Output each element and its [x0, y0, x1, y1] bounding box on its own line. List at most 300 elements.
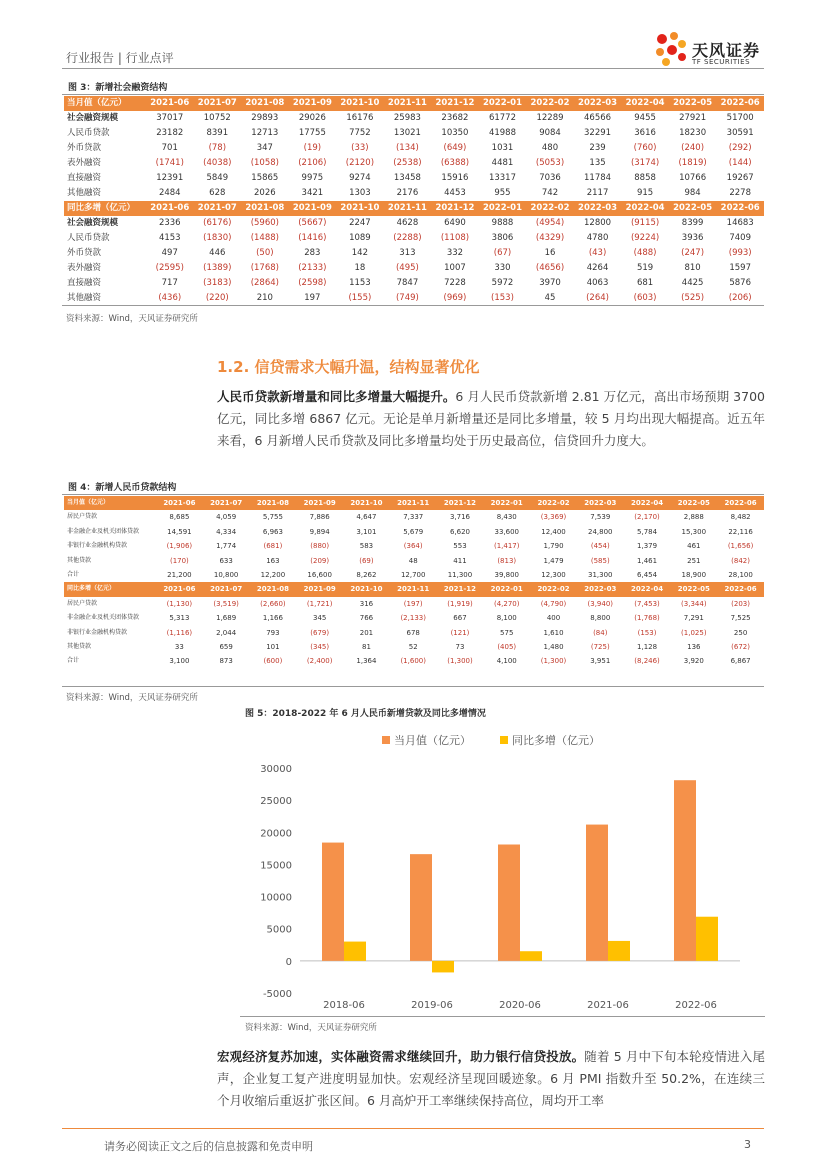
table-cell: (4,790)	[540, 599, 567, 608]
table-cell: (364)	[403, 542, 423, 551]
fig3-source: 资料来源：Wind，天风证券研究所	[66, 314, 198, 324]
table-cell: (2106)	[298, 158, 327, 168]
table-cell: 3,951	[590, 657, 611, 666]
fig4-source: 资料来源：Wind，天风证券研究所	[66, 693, 198, 703]
table-cell: (681)	[263, 542, 283, 551]
table-cell: 5,679	[403, 527, 424, 536]
table-cell: (134)	[395, 143, 419, 153]
fig5-caption: 图 5：2018-2022 年 6 月人民币新增贷款及同比多增情况	[245, 709, 486, 719]
table-cell: (1768)	[250, 263, 279, 273]
table-cell: (9115)	[630, 218, 660, 228]
table-cell: (1,656)	[727, 542, 754, 551]
table-cell: 15916	[441, 173, 469, 183]
y-tick-label: 20000	[260, 828, 292, 840]
table-cell: (220)	[205, 293, 229, 303]
table-cell: 4264	[586, 263, 609, 273]
table-header-month: 2021-11	[390, 496, 437, 510]
paragraph-1-lead: 人民币贷款新增量和同比多增量大幅提升。	[217, 389, 456, 404]
table-cell: 32291	[584, 128, 612, 138]
table-cell: (84)	[593, 628, 608, 637]
table-cell: 678	[406, 628, 420, 637]
table-row	[64, 111, 764, 126]
table-cell: (33)	[351, 143, 369, 153]
row-label: 合计	[67, 657, 80, 665]
table-cell: 446	[209, 248, 226, 258]
table-cell: 41988	[488, 128, 516, 138]
table-cell: 7,337	[403, 513, 424, 522]
table-cell: (2,133)	[400, 614, 426, 623]
table-cell: 7,539	[590, 513, 611, 522]
table-cell: 18	[354, 263, 366, 273]
table-row	[64, 141, 764, 156]
table-cell: 3,920	[683, 657, 704, 666]
y-tick-label: 5000	[266, 924, 292, 936]
table-cell: 681	[636, 278, 654, 288]
table-cell: 347	[256, 143, 273, 153]
table-cell: 73	[455, 643, 465, 652]
table-cell: 7,291	[683, 614, 704, 623]
table-cell: (4656)	[535, 263, 565, 273]
table-cell: 6490	[444, 218, 466, 228]
table-row	[64, 261, 764, 276]
y-tick-label: 15000	[260, 860, 292, 872]
x-tick-label: 2021-06	[587, 1000, 629, 1011]
table-cell: (264)	[586, 293, 609, 303]
table-cell: (3174)	[630, 158, 660, 168]
table-cell: (4329)	[535, 233, 565, 243]
footer-disclaimer: 请务必阅读正文之后的信息披露和免责申明	[104, 1140, 313, 1153]
table-header-month: 2021-06	[156, 496, 203, 510]
row-label: 人民币贷款	[67, 233, 110, 243]
table-header-month: 2022-02	[530, 496, 577, 510]
table-cell: 2336	[158, 218, 181, 228]
table-cell: 667	[453, 614, 467, 623]
table-cell: 8,262	[356, 571, 377, 580]
table-header-month: 2021-10	[336, 201, 384, 216]
table-header-row	[64, 496, 764, 510]
table-cell: 29026	[298, 113, 326, 123]
table-cell: 33	[174, 643, 184, 652]
table-cell: (488)	[633, 248, 657, 258]
table-header-month: 2022-02	[526, 96, 574, 111]
table-header-month: 2021-12	[431, 201, 479, 216]
row-label: 表外融资	[67, 158, 102, 168]
table-cell: 4780	[586, 233, 609, 243]
table-cell: 13021	[393, 128, 421, 138]
table-cell: (155)	[348, 293, 372, 303]
table-cell: 6,963	[262, 527, 283, 536]
table-header-month: 2022-01	[483, 496, 530, 510]
table-header-month: 2021-09	[289, 96, 337, 111]
section-title: 1.2. 信贷需求大幅升温，结构显著优化	[217, 358, 480, 376]
table-header-month: 2021-09	[289, 201, 337, 216]
table-cell: (3183)	[203, 278, 232, 288]
y-tick-label: 25000	[260, 796, 292, 808]
table-cell: (1,025)	[681, 628, 707, 637]
table-cell: 316	[359, 599, 374, 608]
table-header-month: 2021-12	[437, 582, 484, 596]
table-cell: 793	[266, 628, 280, 637]
table-header-label: 当月值（亿元）	[64, 96, 146, 111]
fig5-chart	[240, 718, 760, 1018]
table-cell: 7228	[444, 278, 466, 288]
table-cell: 283	[304, 248, 321, 258]
table-header-month: 2021-11	[384, 96, 432, 111]
table-cell: 3806	[491, 233, 514, 243]
table-cell: 18230	[679, 128, 707, 138]
table-cell: (247)	[681, 248, 705, 258]
y-tick-label: 30000	[260, 764, 292, 775]
table-cell: 5876	[729, 278, 751, 288]
table-cell: 2247	[349, 218, 371, 228]
table-cell: 1031	[491, 143, 514, 153]
table-header-month: 2021-11	[390, 582, 437, 596]
page-number: 3	[744, 1138, 751, 1151]
table-cell: 197	[304, 293, 321, 303]
table-cell: 7409	[729, 233, 751, 243]
row-label: 居民户贷款	[67, 513, 98, 521]
table-cell: 39,800	[494, 571, 519, 580]
fig5-source: 资料来源：Wind，天风证券研究所	[245, 1023, 377, 1033]
table-cell: (6176)	[203, 218, 232, 228]
table-header-month: 2022-01	[479, 96, 527, 111]
table-cell: 2484	[158, 188, 181, 198]
table-cell: (1389)	[203, 263, 232, 273]
x-tick-label: 2019-06	[411, 1000, 453, 1011]
table-cell: (600)	[263, 657, 283, 666]
fig3-table	[64, 96, 764, 306]
table-header-month: 2022-03	[574, 201, 622, 216]
table-cell: (240)	[681, 143, 705, 153]
row-label: 非银行业金融机构贷款	[67, 542, 128, 550]
table-cell: 14683	[726, 218, 754, 228]
table-header-label: 同比多增（亿元）	[64, 201, 146, 216]
table-cell: 4,100	[496, 657, 517, 666]
bar-yoy-2022-06	[696, 917, 718, 961]
table-cell: 955	[494, 188, 511, 198]
table-cell: (813)	[497, 556, 517, 565]
table-cell: 461	[687, 542, 701, 551]
table-cell: 6,454	[637, 571, 658, 580]
table-header-month: 2022-04	[621, 96, 669, 111]
table-cell: 10752	[203, 113, 231, 123]
table-cell: 1303	[349, 188, 371, 198]
table-cell: (725)	[590, 643, 610, 652]
table-cell: 5,755	[262, 513, 283, 522]
table-row	[64, 171, 764, 186]
table-cell: (760)	[633, 143, 657, 153]
table-cell: 2117	[586, 188, 609, 198]
table-header-month: 2021-11	[384, 201, 432, 216]
table-header-month: 2021-12	[431, 96, 479, 111]
table-cell: 23182	[156, 128, 184, 138]
table-cell: (603)	[633, 293, 657, 303]
fig3-top-rule	[62, 94, 764, 95]
table-row	[64, 640, 764, 654]
table-cell: (1,768)	[634, 614, 660, 623]
legend-swatch	[382, 736, 390, 744]
table-cell: 12800	[584, 218, 612, 228]
table-cell: (153)	[491, 293, 514, 303]
table-cell: 766	[359, 614, 374, 623]
legend-label: 当月值（亿元）	[394, 734, 471, 747]
table-cell: 48	[408, 556, 418, 565]
table-cell: 5,784	[637, 527, 658, 536]
legend-label: 同比多增（亿元）	[512, 734, 600, 747]
table-header-month: 2021-07	[203, 496, 250, 510]
table-header-month: 2021-09	[296, 582, 343, 596]
table-cell: 27921	[679, 113, 707, 123]
y-tick-label: 10000	[260, 892, 292, 904]
table-cell: (2,170)	[634, 513, 660, 522]
table-cell: (525)	[681, 293, 705, 303]
table-cell: 659	[219, 643, 233, 652]
paragraph-2-lead: 宏观经济复苏加速，实体融资需求继续回升，助力银行信贷投放。	[217, 1049, 585, 1064]
table-cell: 9888	[491, 218, 514, 228]
table-header-month: 2022-05	[670, 582, 717, 596]
table-cell: 10,800	[213, 571, 239, 580]
table-cell: (1741)	[155, 158, 184, 168]
table-cell: (9224)	[630, 233, 660, 243]
table-header-month: 2021-06	[156, 582, 203, 596]
table-cell: (2595)	[155, 263, 184, 273]
table-row	[64, 216, 764, 231]
table-cell: 2278	[729, 188, 751, 198]
table-cell: (1,300)	[447, 657, 473, 666]
table-cell: (1,130)	[166, 599, 193, 608]
table-cell: 8,100	[496, 614, 517, 623]
table-cell: 30591	[726, 128, 754, 138]
footer-divider	[62, 1128, 764, 1129]
table-cell: 9274	[349, 173, 371, 183]
table-cell: (3,519)	[213, 599, 239, 608]
table-header-month: 2022-05	[669, 96, 717, 111]
table-cell: 519	[636, 263, 654, 273]
table-header-month: 2022-02	[530, 582, 577, 596]
table-cell: (1,721)	[306, 599, 333, 608]
table-cell: 497	[161, 248, 178, 258]
table-cell: (454)	[590, 542, 610, 551]
table-cell: 1007	[444, 263, 466, 273]
bar-monthly-2019-06	[410, 854, 432, 961]
table-cell: (1488)	[250, 233, 279, 243]
paragraph-1-body: 6 月人民币贷款新增 2.81 万亿元，高出市场预期 3700 亿元，同比多增 6867 亿元。无论是单月新增量还是同比多增量，较 5 月均出现大幅提高。近五年来看，6 月新增人民币贷款及同比多增量均处于历史最高位，信贷回升力度大。	[217, 389, 765, 448]
table-cell: 3421	[301, 188, 324, 198]
bar-monthly-2018-06	[322, 843, 344, 961]
table-cell: 8858	[634, 173, 656, 183]
table-cell: (1108)	[440, 233, 470, 243]
table-cell: 2,044	[216, 628, 237, 637]
table-row	[64, 611, 764, 625]
table-cell: 1,364	[356, 657, 377, 666]
table-cell: 163	[266, 556, 280, 565]
table-cell: 4425	[681, 278, 704, 288]
table-cell: 810	[684, 263, 701, 273]
table-row	[64, 276, 764, 291]
table-header-row	[64, 201, 764, 216]
table-cell: 250	[733, 628, 748, 637]
table-cell: (1,600)	[400, 657, 426, 666]
bar-yoy-2021-06	[608, 941, 630, 961]
table-cell: 1,166	[262, 614, 283, 623]
table-cell: 12,700	[400, 571, 426, 580]
table-header-month: 2021-08	[241, 96, 289, 111]
table-header-month: 2022-06	[717, 496, 764, 510]
table-row	[64, 156, 764, 171]
table-cell: 10766	[679, 173, 707, 183]
table-header-month: 2022-02	[526, 201, 574, 216]
row-label: 人民币贷款	[67, 128, 110, 138]
table-cell: 1,480	[543, 643, 564, 652]
table-cell: (649)	[443, 143, 467, 153]
table-cell: 1,610	[543, 628, 564, 637]
table-cell: 984	[684, 188, 701, 198]
table-cell: 5849	[206, 173, 229, 183]
table-cell: 23682	[441, 113, 469, 123]
table-cell: 4,334	[216, 527, 237, 536]
table-cell: (6388)	[440, 158, 470, 168]
table-cell: (749)	[395, 293, 419, 303]
table-cell: 16,600	[307, 571, 332, 580]
tf-securities-logo	[652, 30, 764, 70]
table-cell: (43)	[588, 248, 607, 258]
table-cell: 8,800	[590, 614, 611, 623]
table-cell: (3,369)	[540, 513, 567, 522]
table-header-month: 2021-09	[296, 496, 343, 510]
table-row	[64, 568, 764, 582]
table-cell: (969)	[443, 293, 467, 303]
table-cell: (672)	[731, 643, 750, 652]
table-cell: 1,774	[216, 542, 237, 551]
table-cell: (405)	[497, 643, 517, 652]
table-row	[64, 597, 764, 611]
table-cell: (203)	[731, 599, 750, 608]
table-cell: 9975	[301, 173, 324, 183]
table-header-month: 2021-08	[250, 496, 297, 510]
row-label: 居民户贷款	[67, 599, 98, 607]
table-cell: 8391	[206, 128, 229, 138]
table-cell: 251	[687, 556, 701, 565]
table-cell: 915	[636, 188, 654, 198]
row-label: 外币贷款	[67, 248, 102, 258]
table-cell: (2,660)	[260, 599, 286, 608]
table-cell: 46566	[584, 113, 612, 123]
table-cell: 12,400	[541, 527, 566, 536]
table-cell: 8399	[681, 218, 704, 228]
report-type-label: 行业报告 | 行业点评	[66, 51, 174, 65]
table-cell: 3,716	[449, 513, 470, 522]
table-cell: (1,919)	[447, 599, 473, 608]
table-row	[64, 126, 764, 141]
fig5-chart-svg	[240, 718, 760, 1018]
table-cell: (1830)	[203, 233, 232, 243]
table-cell: (209)	[310, 556, 330, 565]
table-cell: (1,417)	[493, 542, 520, 551]
table-row	[64, 291, 764, 306]
row-label: 直接融资	[67, 278, 102, 288]
table-cell: 52	[408, 643, 418, 652]
table-cell: (4038)	[203, 158, 232, 168]
fig4-caption: 图 4：新增人民币贷款结构	[68, 483, 177, 493]
table-cell: (436)	[158, 293, 182, 303]
table-cell: 19267	[726, 173, 754, 183]
table-cell: 633	[219, 556, 233, 565]
table-cell: 18,900	[681, 571, 707, 580]
x-tick-label: 2018-06	[323, 1000, 365, 1011]
table-row	[64, 231, 764, 246]
table-cell: (2,400)	[306, 657, 333, 666]
table-cell: 28,100	[728, 571, 753, 580]
table-cell: (8,246)	[634, 657, 660, 666]
table-header-month: 2021-10	[343, 582, 390, 596]
bar-yoy-2019-06	[432, 961, 454, 973]
table-cell: 4481	[491, 158, 514, 168]
table-cell: (69)	[359, 556, 374, 565]
table-header-month: 2022-03	[577, 496, 624, 510]
table-cell: 12,200	[260, 571, 286, 580]
table-cell: 4628	[396, 218, 419, 228]
table-header-month: 2022-05	[669, 201, 717, 216]
table-cell: 4,059	[216, 513, 237, 522]
table-cell: 8,685	[169, 513, 190, 522]
table-header-month: 2022-03	[574, 96, 622, 111]
table-header-month: 2021-07	[194, 96, 242, 111]
table-cell: (1,116)	[166, 628, 193, 637]
table-cell: 553	[453, 542, 467, 551]
table-cell: 742	[541, 188, 559, 198]
table-cell: 873	[219, 657, 233, 666]
table-cell: (78)	[208, 143, 227, 153]
table-cell: (121)	[450, 628, 470, 637]
table-cell: (5053)	[535, 158, 565, 168]
table-cell: (880)	[310, 542, 330, 551]
table-cell: (5960)	[250, 218, 279, 228]
table-cell: 7036	[539, 173, 561, 183]
table-cell: 6,620	[449, 527, 470, 536]
table-header-month: 2021-10	[343, 496, 390, 510]
table-cell: (1416)	[298, 233, 327, 243]
table-cell: 10350	[441, 128, 469, 138]
paragraph-1	[217, 386, 765, 452]
table-cell: 1597	[729, 263, 751, 273]
table-header-month: 2021-08	[241, 201, 289, 216]
row-label: 其他贷款	[67, 643, 92, 651]
table-cell: 1,479	[543, 556, 564, 565]
table-cell: 135	[589, 158, 606, 168]
table-cell: 11784	[584, 173, 612, 183]
table-cell: 3616	[634, 128, 656, 138]
table-cell: 480	[541, 143, 559, 153]
row-label: 非金融企业及机关团体贷款	[67, 614, 140, 622]
table-header-label: 当月值（亿元）	[64, 496, 156, 510]
table-cell: 51700	[726, 113, 754, 123]
table-cell: (2133)	[298, 263, 327, 273]
table-cell: 575	[500, 628, 514, 637]
table-cell: (2288)	[393, 233, 422, 243]
table-row	[64, 554, 764, 568]
table-cell: 1,689	[216, 614, 237, 623]
table-cell: 13317	[488, 173, 516, 183]
table-row	[64, 626, 764, 640]
table-cell: (3,344)	[681, 599, 707, 608]
table-cell: (197)	[403, 599, 423, 608]
x-tick-label: 2020-06	[499, 1000, 541, 1011]
table-cell: 81	[361, 643, 371, 652]
table-cell: 583	[359, 542, 374, 551]
table-cell: 239	[589, 143, 606, 153]
table-cell: (1819)	[678, 158, 707, 168]
table-cell: 7,886	[309, 513, 330, 522]
